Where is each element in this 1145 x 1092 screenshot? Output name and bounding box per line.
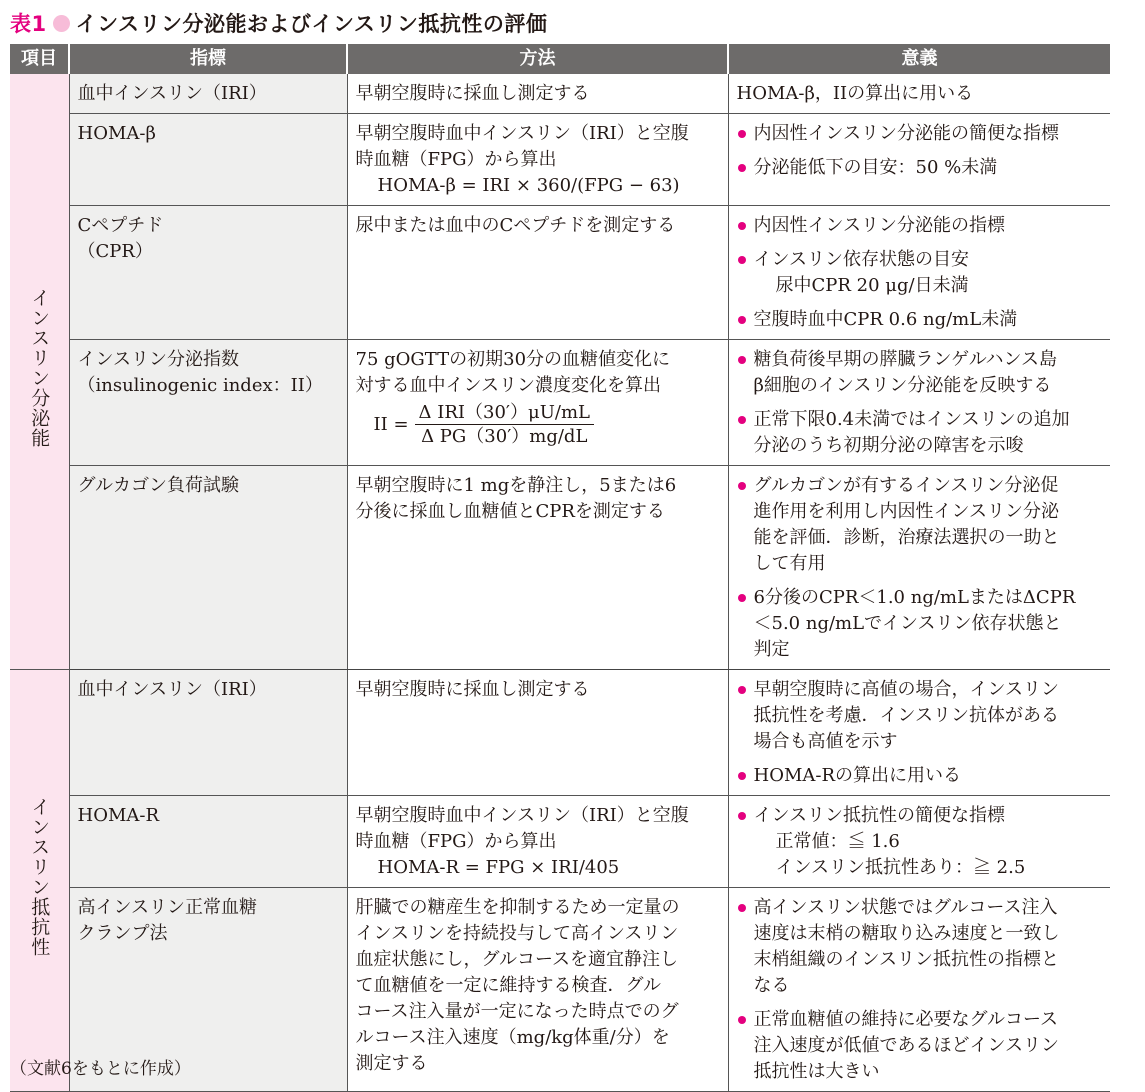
bullet-subtext: インスリン抵抗性あり：≧ 2.5 <box>775 857 1026 878</box>
bullet-item <box>737 307 1105 333</box>
cell-method <box>347 796 728 888</box>
bullet-text: β細胞のインスリン分泌能を反映する <box>753 375 1052 396</box>
text-line: 早朝空腹時に1 mgを静注し，5または6 <box>355 475 677 496</box>
cell-meaning <box>728 74 1110 114</box>
cell-method <box>347 206 728 340</box>
cell-method <box>347 74 728 114</box>
bullet-text: 抵抗性を考慮．インスリン抗体がある <box>753 705 1059 726</box>
text-line: 75 gOGTTの初期30分の血糖値変化に <box>355 349 671 370</box>
cell-indicator <box>69 74 347 114</box>
text-line: て血糖値を一定に維持する検査．グル <box>355 975 661 996</box>
text-line: インスリンを持続投与して高インスリン <box>355 923 679 944</box>
bullet-dot-icon <box>738 812 746 820</box>
table-row <box>10 114 1110 206</box>
bullet-dot-icon <box>738 904 746 912</box>
bullet-dot-icon <box>738 416 746 424</box>
cell-indicator <box>69 114 347 206</box>
table-title-text: インスリン分泌能およびインスリン抵抗性の評価 <box>75 12 548 36</box>
bullet-text: 空腹時血中CPR 0.6 ng/mL未満 <box>753 309 1018 330</box>
bullet-text: なる <box>753 975 790 996</box>
text-line: HOMA-β <box>77 123 156 144</box>
bullet-item <box>737 121 1105 147</box>
bullet-text: 高インスリン状態ではグルコース注入 <box>753 897 1058 918</box>
cell-meaning <box>728 796 1110 888</box>
text-line: グルカゴン負荷試験 <box>77 475 239 496</box>
bullet-text: 内因性インスリン分泌能の簡便な指標 <box>753 123 1059 144</box>
bullet-text: 進作用を利用し内因性インスリン分泌 <box>753 501 1059 522</box>
header-method: 方法 <box>347 44 728 74</box>
formula-denominator: Δ PG（30′）mg/dL <box>421 426 588 447</box>
text-line: 肝臓での糖産生を抑制するため一定量の <box>355 897 680 918</box>
text-line: 時血糖（FPG）から算出 <box>355 149 557 170</box>
bullet-dot-icon <box>738 594 746 602</box>
cell-method <box>347 888 728 1092</box>
table-title <box>10 6 547 40</box>
table-row <box>10 670 1110 796</box>
cell-indicator <box>69 206 347 340</box>
bullet-dot-icon <box>738 482 746 490</box>
table-row <box>10 206 1110 340</box>
cell-indicator <box>69 796 347 888</box>
group-resistance <box>10 670 69 1092</box>
header-indicator: 指標 <box>69 44 347 74</box>
cell-indicator <box>69 340 347 466</box>
cell-meaning <box>728 670 1110 796</box>
bullet-item <box>737 677 1105 755</box>
bullet-item <box>737 347 1105 399</box>
table-row <box>10 74 1110 114</box>
cell-method <box>347 114 728 206</box>
formula-numerator: Δ IRI（30′）μU/mL <box>415 401 594 425</box>
cell-indicator <box>69 466 347 670</box>
bullet-dot-icon <box>738 356 746 364</box>
formula-fraction <box>415 401 594 448</box>
bullet-item <box>737 473 1105 577</box>
text-line: 血症状態にし，グルコースを適宜静注し <box>355 949 679 970</box>
bullet-text: 末梢組織のインスリン抵抗性の指標と <box>753 949 1059 970</box>
cell-meaning <box>728 340 1110 466</box>
title-dot-icon <box>53 15 70 32</box>
bullet-text: 正常下限0.4未満ではインスリンの追加 <box>753 409 1070 430</box>
formula-homa-r: HOMA-R = FPG × IRI/405 <box>377 857 620 878</box>
bullet-text: 6分後のCPR＜1.0 ng/mLまたはΔCPR <box>753 587 1076 608</box>
text-line: インスリン分泌指数 <box>77 349 239 370</box>
text-line: ルコース注入速度（mg/kg体重/分）を <box>355 1027 670 1048</box>
bullet-text: 分泌のうち初期分泌の障害を示唆 <box>753 435 1024 456</box>
text-line: クランプ法 <box>77 923 168 944</box>
bullet-dot-icon <box>738 164 746 172</box>
bullet-text: 能を評価．診断，治療法選択の一助と <box>753 527 1060 548</box>
cell-meaning <box>728 114 1110 206</box>
text-line: 分後に採血し血糖値とCPRを測定する <box>355 501 665 522</box>
bullet-text: 糖負荷後早期の膵臓ランゲルハンス島 <box>753 349 1057 370</box>
bullet-text: 判定 <box>753 639 790 660</box>
formula-insulinogenic-index <box>356 401 722 448</box>
bullet-item <box>737 763 1105 789</box>
cell-method <box>347 340 728 466</box>
bullet-item <box>737 895 1105 999</box>
bullet-dot-icon <box>738 1016 746 1024</box>
header-meaning: 意義 <box>728 44 1110 74</box>
cell-meaning <box>728 466 1110 670</box>
text-line: Cペプチド <box>77 215 164 236</box>
source-footnote: （文献6をもとに作成） <box>10 1059 191 1079</box>
text-line: 血中インスリン（IRI） <box>77 83 267 104</box>
bullet-subtext: 尿中CPR 20 μg/日未満 <box>775 275 969 296</box>
bullet-text: 注入速度が低値であるほどインスリン <box>753 1035 1059 1056</box>
table-number: 表1 <box>10 12 47 36</box>
text-line: 早朝空腹時血中インスリン（IRI）と空腹 <box>355 805 689 826</box>
evaluation-table <box>10 44 1110 1092</box>
text-line: 高インスリン正常血糖 <box>77 897 257 918</box>
text-line: 時血糖（FPG）から算出 <box>355 831 557 852</box>
cell-indicator <box>69 670 347 796</box>
header-item: 項目 <box>10 44 69 74</box>
bullet-text: して有用 <box>753 553 826 574</box>
bullet-item <box>737 1007 1105 1085</box>
table-row <box>10 796 1110 888</box>
header-row <box>10 44 1110 74</box>
cell-meaning <box>728 206 1110 340</box>
bullet-text: ＜5.0 ng/mLでインスリン依存状態と <box>753 613 1062 634</box>
text-line: 早朝空腹時に採血し測定する <box>355 679 590 700</box>
text-line: （insulinogenic index：II） <box>77 375 323 396</box>
bullet-item <box>737 585 1105 663</box>
text-line: 早朝空腹時に採血し測定する <box>355 83 590 104</box>
text-line: 血中インスリン（IRI） <box>77 679 267 700</box>
text-line: HOMA-R <box>77 805 160 826</box>
text-line: 早朝空腹時血中インスリン（IRI）と空腹 <box>355 123 689 144</box>
bullet-item <box>737 407 1105 459</box>
bullet-item <box>737 247 1105 299</box>
bullet-text: 速度は末梢の糖取り込み速度と一致し <box>753 923 1060 944</box>
cell-meaning <box>728 888 1110 1092</box>
group-label-secretion: インスリン分泌能 <box>28 287 51 448</box>
table-row <box>10 466 1110 670</box>
bullet-text: HOMA-Rの算出に用いる <box>753 765 962 786</box>
formula-lhs: II = <box>373 413 409 435</box>
bullet-text: 分泌能低下の目安：50 %未満 <box>753 157 998 178</box>
text-line: コース注入量が一定になった時点でのグ <box>355 1001 679 1022</box>
bullet-item <box>737 155 1105 181</box>
bullet-text: 正常血糖値の維持に必要なグルコース <box>753 1009 1059 1030</box>
text-line: 測定する <box>355 1053 428 1074</box>
bullet-text: 場合も高値を示す <box>753 731 898 752</box>
formula-homa-beta: HOMA-β = IRI × 360/(FPG − 63) <box>377 175 680 196</box>
text-line: 対する血中インスリン濃度変化を算出 <box>355 375 661 396</box>
bullet-text: 内因性インスリン分泌能の指標 <box>753 215 1005 236</box>
group-secretion <box>10 74 69 670</box>
bullet-dot-icon <box>738 256 746 264</box>
bullet-subtext: 正常値：≦ 1.6 <box>775 831 900 852</box>
text-line: （CPR） <box>77 241 153 262</box>
bullet-dot-icon <box>738 686 746 694</box>
bullet-text: グルカゴンが有するインスリン分泌促 <box>753 475 1059 496</box>
meaning-text: HOMA-β，IIの算出に用いる <box>736 83 974 104</box>
bullet-dot-icon <box>738 772 746 780</box>
bullet-text: 抵抗性は大きい <box>753 1061 880 1082</box>
bullet-dot-icon <box>738 222 746 230</box>
bullet-dot-icon <box>738 316 746 324</box>
bullet-item <box>737 803 1105 881</box>
bullet-item <box>737 213 1105 239</box>
text-line: 尿中または血中のCペプチドを測定する <box>355 215 676 236</box>
cell-method <box>347 466 728 670</box>
table-row <box>10 340 1110 466</box>
bullet-text: インスリン依存状態の目安 <box>753 249 969 270</box>
group-label-resistance: インスリン抵抗性 <box>28 796 51 957</box>
bullet-text: インスリン抵抗性の簡便な指標 <box>753 805 1005 826</box>
cell-method <box>347 670 728 796</box>
bullet-dot-icon <box>738 130 746 138</box>
bullet-text: 早朝空腹時に高値の場合，インスリン <box>753 679 1059 700</box>
